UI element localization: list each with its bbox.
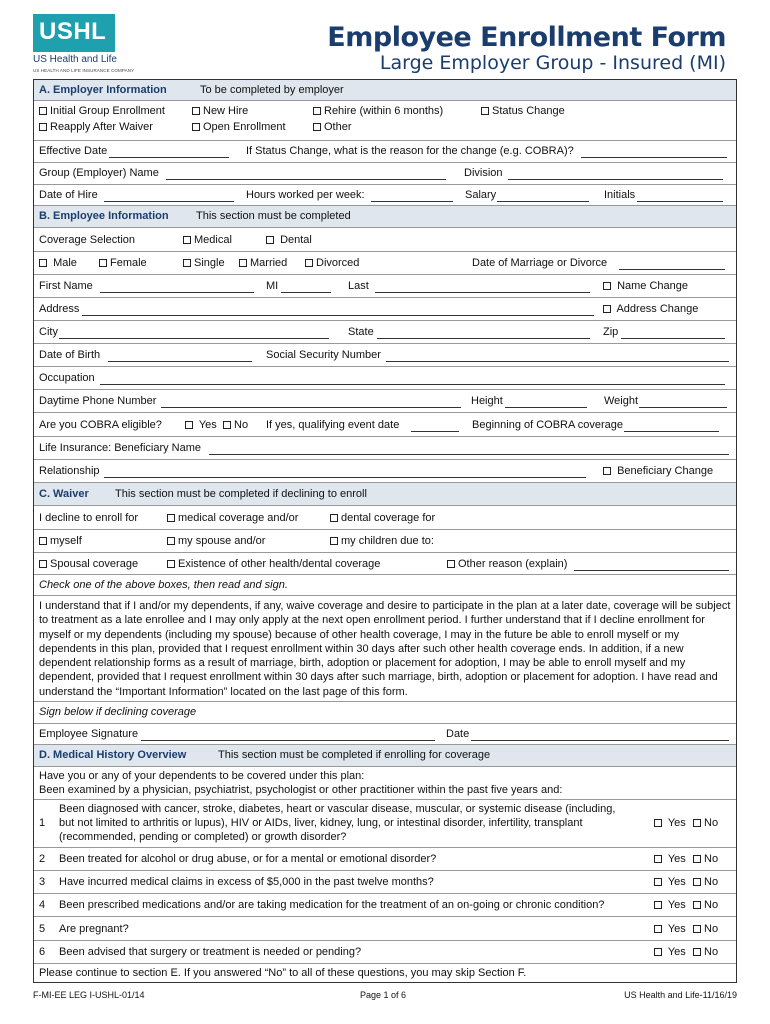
occupation-field[interactable] [100,384,725,385]
dental-option[interactable]: Dental [266,234,312,246]
checkbox-icon[interactable] [481,107,489,115]
height-label: Height [471,395,503,407]
checkbox-icon[interactable] [603,282,611,290]
checkbox-icon[interactable] [39,107,47,115]
children-option[interactable]: my children due to: [330,535,434,547]
divorced-option[interactable]: Divorced [305,257,359,269]
question-number: 2 [39,853,46,865]
checkbox-icon[interactable] [313,107,321,115]
checkbox-icon[interactable] [654,819,662,827]
no-option[interactable]: No [693,876,718,888]
division-label: Division [464,167,503,179]
checkbox-icon[interactable] [167,537,175,545]
question-row-4 [34,894,736,917]
checkbox-icon[interactable] [313,123,321,131]
checkbox-icon[interactable] [693,925,701,933]
yes-option[interactable]: Yes [654,853,686,865]
spouse-option[interactable]: my spouse and/or [167,535,265,547]
reason-row [34,553,736,575]
signature-field[interactable] [141,740,435,741]
hours-label: Hours worked per week: [246,189,365,201]
mi-field[interactable] [281,292,331,293]
ssn-label: Social Security Number [266,349,381,361]
section-d-title: D. Medical History Overview [39,749,187,761]
section-c-note: This section must be completed if declining to enroll [115,488,367,500]
check-note: Check one of the above boxes, then read and sign. [39,579,288,591]
section-c-title: C. Waiver [39,488,89,500]
yes-option[interactable]: Yes [654,899,686,911]
phone-row [34,390,736,413]
male-option[interactable]: Male [39,257,77,269]
section-b-title: B. Employee Information [39,210,169,222]
checkbox-icon[interactable] [99,259,107,267]
checkbox-icon[interactable] [603,305,611,313]
continue-row [34,964,736,983]
section-a-note: To be completed by employer [200,84,344,96]
waiver-paragraph: I understand that if I and/or my dependents, if any, waive coverage and desire to participate in the plan at a later date, coverage will be subject to treatment as a late enrollee and I may only apply at the next open enrollment period. I further understand that if I decline enrollment for myself or my dependents (including my spouse) because of other health coverage, I may in the future be able to enroll myself or my dependents in this plan, provided that I request enrollment within 30 days after such other health coverage ends. In addition, if a new dependent relationship forms as a result of marriage, birth, adoption or placement for adoption, I may be able to enroll myself and my dependent, provided that I request enrollment within 30 days after such marriage, birth, adoption or placement for adoption. I have read and understand the “Important Information” located on the last page of this form. [39,600,731,698]
female-option[interactable]: Female [99,257,147,269]
qualifying-event-field[interactable] [411,431,459,432]
signature-date-field[interactable] [471,740,729,741]
other-reason-option[interactable]: Other reason (explain) [447,558,567,570]
footer-form-id: F-MI-EE LEG I-USHL-01/14 [33,990,145,1000]
no-option[interactable]: No [693,817,718,829]
question-row-1 [34,800,736,848]
checkbox-icon[interactable] [239,259,247,267]
section-d-header [34,745,736,767]
question-number: 5 [39,923,46,935]
beneficiary-row [34,437,736,460]
date-of-hire-field[interactable] [104,201,234,202]
yes-option[interactable]: Yes [654,923,686,935]
checkbox-icon[interactable] [693,878,701,886]
address-label: Address [39,303,80,315]
checkbox-icon[interactable] [39,537,47,545]
checkbox-icon[interactable] [192,123,200,131]
question-text: Are pregnant? [59,923,129,935]
spousal-coverage-option[interactable]: Spousal coverage [39,558,138,570]
checkbox-icon[interactable] [167,560,175,568]
initials-label: Initials [604,189,636,201]
relationship-field[interactable] [104,477,586,478]
hire-row [34,185,736,206]
other-reason-field[interactable] [574,570,729,571]
checkbox-icon[interactable] [223,421,231,429]
division-field[interactable] [508,179,723,180]
relationship-row [34,460,736,483]
checkbox-icon[interactable] [654,901,662,909]
beneficiary-label: Life Insurance: Beneficiary Name [39,442,202,454]
gender-marital-row [34,252,736,275]
city-label: City [39,326,58,338]
weight-field[interactable] [639,407,727,408]
height-field[interactable] [505,407,587,408]
relationship-label: Relationship [39,465,100,477]
question-text: Have incurred medical claims in excess of $5,000 in the past twelve months? [59,876,434,888]
group-name-label: Group (Employer) Name [39,167,159,179]
checkbox-icon[interactable] [330,537,338,545]
occupation-label: Occupation [39,372,95,384]
logo [33,14,115,52]
checkbox-icon[interactable] [167,514,175,522]
name-row [34,275,736,298]
yes-option[interactable]: Yes [654,946,686,958]
first-name-label: First Name [39,280,93,292]
logo-subtitle: US Health and Life [33,54,117,65]
logo-tagline: US HEALTH AND LIFE INSURANCE COMPANY [33,68,135,73]
cobra-begin-label: Beginning of COBRA coverage [472,419,624,431]
status-reason-label: If Status Change, what is the reason for the change (e.g. COBRA)? [246,145,574,157]
checkbox-icon[interactable] [654,855,662,863]
medical-coverage-option[interactable]: medical coverage and/or [167,512,298,524]
rehire-option[interactable]: Rehire (within 6 months) [313,105,443,117]
decline-label: I decline to enroll for [39,512,139,524]
other-coverage-option[interactable]: Existence of other health/dental coverage [167,558,380,570]
check-note-row [34,575,736,596]
sign-note: Sign below if declining coverage [39,706,197,718]
no-option[interactable]: No [693,853,718,865]
state-field[interactable] [377,338,590,339]
question-text: Been treated for alcohol or drug abuse, or for a mental or emotional disorder? [59,853,437,865]
effective-date-field[interactable] [109,157,229,158]
enrollment-type-row [34,101,736,141]
state-label: State [348,326,374,338]
city-field[interactable] [59,338,329,339]
checkbox-icon[interactable] [693,901,701,909]
coverage-row [34,228,736,252]
effective-date-label: Effective Date [39,145,108,157]
question-text: Been advised that surgery or treatment is needed or pending? [59,946,362,958]
name-change-option[interactable]: Name Change [603,280,688,292]
date-of-hire-label: Date of Hire [39,189,98,201]
sign-note-row [34,702,736,724]
qualifying-event-label: If yes, qualifying event date [266,419,400,431]
decline-row [34,506,736,530]
phone-label: Daytime Phone Number [39,395,157,407]
question-number: 3 [39,876,46,888]
footer-page-number: Page 1 of 6 [360,990,407,1000]
enrollment-form [33,79,737,983]
question-text: (recommended, pending or completed) or growth disorder? [59,831,347,843]
hours-field[interactable] [371,201,453,202]
beneficiary-change-option[interactable]: Beneficiary Change [603,465,713,477]
open-enrollment-option[interactable]: Open Enrollment [192,121,286,133]
section-a-title: A. Employer Information [39,84,167,96]
section-d-note: This section must be completed if enrolling for coverage [218,749,491,761]
marriage-date-label: Date of Marriage or Divorce [472,257,608,269]
form-subtitle: Large Employer Group - Insured (MI) [379,52,726,74]
section-b-note: This section must be completed [196,210,351,222]
checkbox-icon[interactable] [266,236,274,244]
cobra-no-option[interactable]: No [223,419,248,431]
logo-text: USHL [39,18,107,45]
mi-label: MI [266,280,279,292]
checkbox-icon[interactable] [39,259,47,267]
zip-label: Zip [603,326,619,338]
zip-field[interactable] [621,338,725,339]
checkbox-icon[interactable] [183,236,191,244]
checkbox-icon[interactable] [183,259,191,267]
section-a-header [34,80,736,101]
checkbox-icon[interactable] [330,514,338,522]
group-name-field[interactable] [166,179,446,180]
cobra-yes-option[interactable]: Yes [185,419,217,431]
medical-intro-row [34,767,736,800]
cobra-question: Are you COBRA eligible? [39,419,162,431]
checkbox-icon[interactable] [39,560,47,568]
salary-field[interactable] [497,201,589,202]
signature-date-label: Date [446,728,470,740]
last-name-field[interactable] [375,292,590,293]
checkbox-icon[interactable] [693,948,701,956]
other-option[interactable]: Other [313,121,352,133]
cobra-begin-field[interactable] [624,431,719,432]
no-option[interactable]: No [693,946,718,958]
address-row [34,298,736,321]
question-number: 4 [39,899,46,911]
myself-option[interactable]: myself [39,535,82,547]
question-row-6 [34,941,736,964]
question-row-5 [34,917,736,941]
medical-intro-1: Have you or any of your dependents to be covered under this plan: [39,770,365,782]
continue-note: Please continue to section E. If you answered “No” to all of these questions, you may skip Section F. [39,967,527,979]
dental-coverage-option[interactable]: dental coverage for [330,512,435,524]
weight-label: Weight [604,395,639,407]
signature-label: Employee Signature [39,728,139,740]
checkbox-icon[interactable] [39,123,47,131]
footer-company: US Health and Life-11/16/19 [624,990,737,1000]
initial-enrollment-option[interactable]: Initial Group Enrollment [39,105,165,117]
dob-field[interactable] [108,361,252,362]
checkbox-icon[interactable] [654,948,662,956]
question-number: 6 [39,946,46,958]
question-number: 1 [39,817,46,829]
yes-option[interactable]: Yes [654,817,686,829]
address-field[interactable] [82,315,594,316]
marriage-date-field[interactable] [619,269,725,270]
no-option[interactable]: No [693,923,718,935]
group-name-row [34,163,736,185]
section-c-header [34,483,736,506]
checkbox-icon[interactable] [305,259,313,267]
question-text: Been diagnosed with cancer, stroke, diabetes, heart or vascular disease, muscular, or systemic disease (including, [59,803,616,815]
checkbox-icon[interactable] [447,560,455,568]
form-title: Employee Enrollment Form [327,22,726,53]
cobra-row [34,413,736,437]
married-option[interactable]: Married [239,257,287,269]
status-reason-field[interactable] [581,157,727,158]
section-b-header [34,206,736,228]
checkbox-icon[interactable] [654,925,662,933]
occupation-row [34,367,736,390]
medical-intro-2: Been examined by a physician, psychiatrist, psychologist or other practitioner within the past five years and: [39,784,563,796]
checkbox-icon[interactable] [185,421,193,429]
yes-option[interactable]: Yes [654,876,686,888]
checkbox-icon[interactable] [693,819,701,827]
city-row [34,321,736,344]
dependents-row [34,530,736,553]
checkbox-icon[interactable] [654,878,662,886]
checkbox-icon[interactable] [693,855,701,863]
phone-field[interactable] [161,407,461,408]
question-text: but not limited to arthritis or lupus), HIV or AIDs, liver, kidney, lung, or intestinal disorder, infertility, transplant [59,817,583,829]
salary-label: Salary [465,189,497,201]
last-name-label: Last [348,280,369,292]
address-change-option[interactable]: Address Change [603,303,698,315]
single-option[interactable]: Single [183,257,225,269]
dob-label: Date of Birth [39,349,101,361]
effective-date-row [34,141,736,163]
initials-field[interactable] [637,201,723,202]
question-text: Been prescribed medications and/or are taking medication for the treatment of an on-going or chronic condition? [59,899,605,911]
new-hire-option[interactable]: New Hire [192,105,248,117]
signature-row [34,724,736,745]
medical-option[interactable]: Medical [183,234,232,246]
beneficiary-field[interactable] [209,454,729,455]
no-option[interactable]: No [693,899,718,911]
question-row-3 [34,871,736,894]
checkbox-icon[interactable] [603,467,611,475]
ssn-field[interactable] [386,361,729,362]
question-row-2 [34,848,736,871]
waiver-paragraph-row [34,596,736,702]
coverage-selection-label: Coverage Selection [39,234,136,246]
checkbox-icon[interactable] [192,107,200,115]
status-change-option[interactable]: Status Change [481,105,565,117]
first-name-field[interactable] [100,292,254,293]
dob-row [34,344,736,367]
reapply-option[interactable]: Reapply After Waiver [39,121,153,133]
